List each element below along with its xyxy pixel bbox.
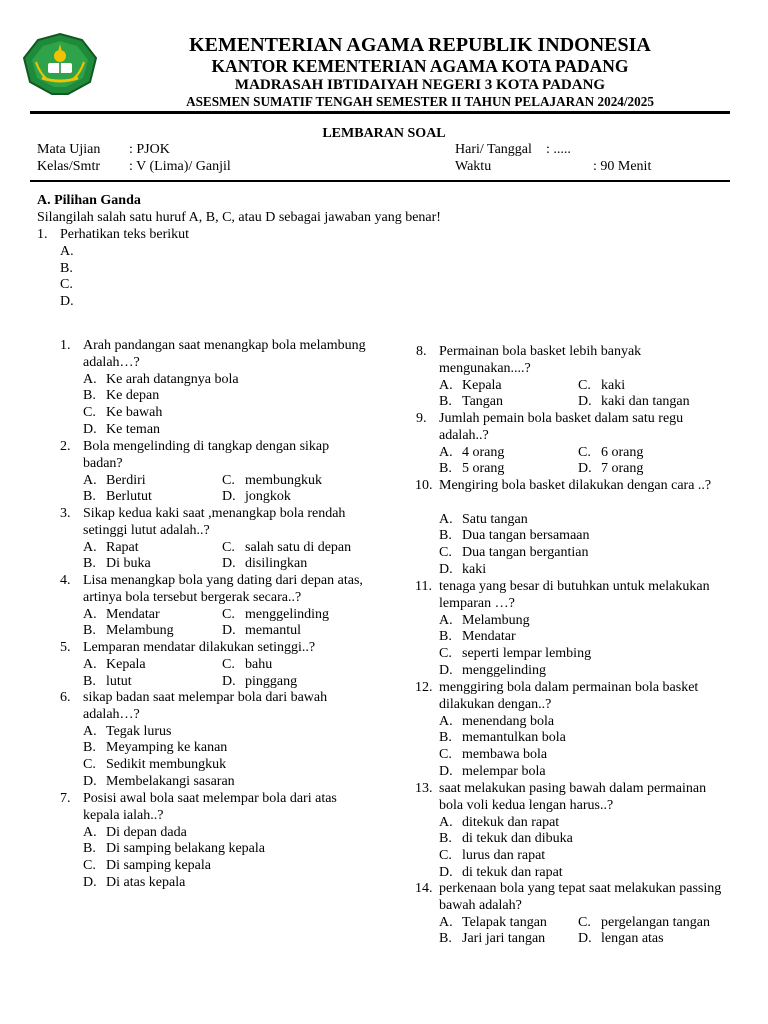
question-number: 4. <box>60 573 71 588</box>
option-letter: C. <box>578 377 591 393</box>
option-letter: C. <box>83 757 96 773</box>
option-text: Membelakangi sasaran <box>106 774 235 789</box>
answer-option[interactable] <box>439 445 504 462</box>
option-text: kaki <box>462 562 487 577</box>
kelas-value: : V (Lima)/ Ganjil <box>129 159 231 174</box>
option-text: membawa bola <box>462 747 548 763</box>
option-letter: D. <box>578 461 592 477</box>
question-text: Lisa menangkap bola yang dating dari depan atas, artinya bola tersebut bergerak secara..? <box>83 573 363 605</box>
option-text: melempar bola <box>462 764 546 779</box>
option-letter: D. <box>83 422 97 437</box>
option-letter: A. <box>439 713 453 729</box>
answer-option[interactable] <box>83 724 172 741</box>
answer-option[interactable] <box>578 461 643 478</box>
question-number: 9. <box>416 411 427 426</box>
answer-option[interactable] <box>439 730 566 747</box>
answer-option[interactable] <box>439 629 516 646</box>
option-text: membungkuk <box>245 472 322 488</box>
question-text: Posisi awal bola saat melempar bola dari atas kepala ialah..? <box>83 791 337 823</box>
header-office: KANTOR KEMENTERIAN AGAMA KOTA PADANG <box>211 56 629 76</box>
option-letter: A. <box>439 511 453 527</box>
answer-option[interactable] <box>439 848 545 865</box>
answer-option[interactable] <box>83 540 139 557</box>
answer-option[interactable] <box>439 831 573 848</box>
option-text: Mendatar <box>106 606 160 622</box>
option-letter: C. <box>83 858 96 874</box>
question-text: Jumlah pemain bola basket dalam satu regu adalah..? <box>439 411 684 443</box>
option-text: lutut <box>106 673 132 689</box>
option-text: Ke depan <box>106 388 160 404</box>
option-letter: C. <box>222 656 235 672</box>
header-school: MADRASAH IBTIDAIYAH NEGERI 3 KOTA PADANG <box>234 77 606 93</box>
option-letter: A. <box>83 656 97 672</box>
answer-option[interactable] <box>439 461 504 478</box>
answer-option[interactable] <box>222 607 329 624</box>
option-letter: C. <box>222 606 235 622</box>
answer-option[interactable] <box>439 815 559 832</box>
answer-option[interactable] <box>439 512 528 529</box>
option-letter: A. <box>439 377 453 393</box>
option-text: lurus dan rapat <box>462 848 546 864</box>
question-number: 13. <box>415 781 433 796</box>
question-text: Lemparan mendatar dilakukan setinggi..? <box>83 640 316 655</box>
option-letter: C. <box>222 472 235 488</box>
option-text: 6 orang <box>601 444 644 460</box>
intro-number: 1. <box>37 227 48 242</box>
hari-tanggal-label: Hari/ Tanggal <box>455 142 532 157</box>
option-letter: B. <box>83 623 96 639</box>
option-letter: D. <box>83 774 97 789</box>
answer-option[interactable] <box>83 674 132 691</box>
question-number: 7. <box>60 791 71 806</box>
option-text: Sedikit membungkuk <box>106 757 227 773</box>
kelas-label: Kelas/Smtr <box>37 159 100 174</box>
option-letter: D. <box>222 489 236 505</box>
option-letter: A. <box>83 824 97 840</box>
mata-ujian-label: Mata Ujian <box>37 142 101 157</box>
answer-option[interactable] <box>439 378 502 395</box>
option-letter: B. <box>439 461 452 477</box>
question-text: perkenaan bola yang tepat saat melakukan passing bawah adalah? <box>439 881 722 913</box>
option-text: Di samping kepala <box>106 858 211 874</box>
answer-option[interactable] <box>83 657 146 674</box>
option-text: Di depan dada <box>106 824 187 840</box>
section-instruction: Silangilah salah satu huruf A, B, C, atau D sebagai jawaban yang benar! <box>37 210 441 225</box>
answer-option[interactable] <box>83 774 235 791</box>
answer-option[interactable] <box>83 858 211 875</box>
option-text: salah satu di depan <box>245 539 352 555</box>
question-text: Mengiring bola basket dilakukan dengan cara ..? <box>439 478 712 493</box>
intro-option: D. <box>60 294 74 309</box>
info-divider <box>30 180 730 182</box>
option-letter: A. <box>439 612 453 628</box>
option-text: Melambung <box>106 623 174 639</box>
option-text: Berlutut <box>106 489 152 505</box>
option-text: bahu <box>245 656 273 672</box>
option-letter: A. <box>439 814 453 830</box>
answer-option[interactable] <box>439 764 546 781</box>
answer-option[interactable] <box>578 445 643 462</box>
answer-option[interactable] <box>83 473 146 490</box>
option-text: Ke arah datangnya bola <box>106 371 239 387</box>
answer-option[interactable] <box>222 556 307 573</box>
answer-option[interactable] <box>222 540 351 557</box>
option-letter: A. <box>83 723 97 739</box>
option-letter: B. <box>439 730 452 746</box>
answer-option[interactable] <box>439 915 547 932</box>
option-letter: C. <box>439 747 452 763</box>
option-text: memantulkan bola <box>462 730 566 746</box>
answer-option[interactable] <box>439 865 563 882</box>
header-exam: ASESMEN SUMATIF TENGAH SEMESTER II TAHUN PELAJARAN 2024/2025 <box>186 94 654 109</box>
answer-option[interactable] <box>439 714 554 731</box>
intro-option: A. <box>60 244 74 259</box>
answer-option[interactable] <box>222 489 291 506</box>
answer-option[interactable] <box>439 394 503 411</box>
question-number: 1. <box>60 338 71 353</box>
answer-option[interactable] <box>439 562 486 579</box>
answer-option[interactable] <box>578 378 625 395</box>
option-text: kaki <box>601 377 626 393</box>
option-text: menendang bola <box>462 713 555 729</box>
option-text: kaki dan tangan <box>601 394 690 410</box>
header-ministry: KEMENTERIAN AGAMA REPUBLIK INDONESIA <box>189 34 651 56</box>
option-letter: C. <box>439 848 452 864</box>
answer-option[interactable] <box>222 473 322 490</box>
intro-option: C. <box>60 277 73 292</box>
answer-option[interactable] <box>83 422 160 439</box>
intro-text: Perhatikan teks berikut <box>60 227 190 242</box>
option-letter: D. <box>439 663 453 678</box>
ministry-logo <box>22 32 98 96</box>
waktu-value: : 90 Menit <box>593 159 652 174</box>
option-text: di tekuk dan rapat <box>462 865 563 880</box>
answer-option[interactable] <box>222 657 272 674</box>
option-text: Di buka <box>106 556 151 572</box>
answer-option[interactable] <box>578 394 690 411</box>
option-letter: D. <box>222 623 236 639</box>
option-letter: D. <box>439 562 453 577</box>
mata-ujian-value: : PJOK <box>129 142 170 157</box>
answer-option[interactable] <box>83 607 160 624</box>
answer-option[interactable] <box>83 825 187 842</box>
question-text: saat melakukan pasing bawah dalam permainan bola voli kedua lengan harus..? <box>439 781 707 813</box>
hari-tanggal-value: : ..... <box>546 142 571 157</box>
answer-option[interactable] <box>83 388 159 405</box>
option-letter: B. <box>439 831 452 847</box>
option-letter: B. <box>83 841 96 857</box>
option-text: Dua tangan bergantian <box>462 545 589 561</box>
waktu-label: Waktu <box>455 159 492 174</box>
option-text: Jari jari tangan <box>462 931 546 947</box>
option-letter: D. <box>222 556 236 572</box>
option-letter: C. <box>578 444 591 460</box>
option-text: Ke teman <box>106 422 161 437</box>
question-text: sikap badan saat melempar bola dari bawah adalah…? <box>83 690 328 722</box>
option-letter: B. <box>439 528 452 544</box>
answer-option[interactable] <box>83 740 227 757</box>
option-letter: A. <box>83 606 97 622</box>
option-letter: C. <box>439 646 452 662</box>
answer-option[interactable] <box>439 646 591 663</box>
option-text: jongkok <box>245 489 291 505</box>
page-title: LEMBARAN SOAL <box>322 126 446 141</box>
option-letter: A. <box>439 444 453 460</box>
option-letter: D. <box>439 764 453 779</box>
option-letter: B. <box>439 629 452 645</box>
option-letter: D. <box>578 394 592 410</box>
option-text: menggelinding <box>462 663 546 678</box>
option-text: pinggang <box>245 673 298 689</box>
answer-option[interactable] <box>83 623 174 640</box>
option-letter: B. <box>83 388 96 404</box>
answer-option[interactable] <box>83 489 152 506</box>
answer-option[interactable] <box>83 405 162 422</box>
option-letter: C. <box>578 914 591 930</box>
option-text: Rapat <box>106 539 139 555</box>
answer-option[interactable] <box>578 915 710 932</box>
option-text: ditekuk dan rapat <box>462 814 560 830</box>
option-text: Kepala <box>462 377 502 393</box>
answer-option[interactable] <box>439 613 530 630</box>
option-letter: C. <box>83 405 96 421</box>
answer-option[interactable] <box>83 757 226 774</box>
option-letter: B. <box>83 673 96 689</box>
option-letter: D. <box>83 875 97 890</box>
option-letter: A. <box>83 371 97 387</box>
option-letter: B. <box>83 740 96 756</box>
option-text: memantul <box>245 623 301 639</box>
question-number: 5. <box>60 640 71 655</box>
option-letter: D. <box>222 673 236 689</box>
option-letter: D. <box>578 931 592 947</box>
option-text: Di atas kepala <box>106 875 186 890</box>
question-number: 2. <box>60 439 71 454</box>
option-text: Meyamping ke kanan <box>106 740 228 756</box>
answer-option[interactable] <box>578 931 664 948</box>
option-letter: B. <box>439 931 452 947</box>
option-letter: A. <box>83 539 97 555</box>
answer-option[interactable] <box>439 545 588 562</box>
question-text: Permainan bola basket lebih banyak mengunakan....? <box>439 344 642 376</box>
option-text: Dua tangan bersamaan <box>462 528 590 544</box>
option-text: Tegak lurus <box>106 723 172 739</box>
option-letter: D. <box>439 865 453 880</box>
question-text: menggiring bola dalam permainan bola basket dilakukan dengan..? <box>439 680 699 712</box>
option-letter: B. <box>83 556 96 572</box>
option-text: Satu tangan <box>462 511 528 527</box>
answer-option[interactable] <box>222 623 301 640</box>
question-number: 12. <box>415 680 433 695</box>
option-text: 5 orang <box>462 461 505 477</box>
question-text: Bola mengelinding di tangkap dengan sikap badan? <box>83 439 330 471</box>
header-divider-thick <box>30 111 730 114</box>
answer-option[interactable] <box>439 747 547 764</box>
option-text: Berdiri <box>106 472 146 488</box>
question-number: 14. <box>415 881 433 896</box>
section-heading: A. Pilihan Ganda <box>37 193 141 208</box>
answer-option[interactable] <box>83 372 239 389</box>
question-number: 11. <box>415 579 432 594</box>
option-text: Tangan <box>462 394 504 410</box>
option-text: disilingkan <box>245 556 308 572</box>
answer-option[interactable] <box>439 528 590 545</box>
option-text: di tekuk dan dibuka <box>462 831 573 847</box>
option-letter: C. <box>222 539 235 555</box>
option-text: Melambung <box>462 612 530 628</box>
question-text: tenaga yang besar di butuhkan untuk melakukan lemparan …? <box>439 579 710 611</box>
option-text: seperti lempar lembing <box>462 646 592 662</box>
option-text: 4 orang <box>462 444 505 460</box>
option-letter: A. <box>439 914 453 930</box>
answer-option[interactable] <box>83 556 151 573</box>
answer-option[interactable] <box>83 875 185 892</box>
option-text: pergelangan tangan <box>601 914 710 930</box>
question-text: Sikap kedua kaki saat ,menangkap bola rendah setinggi lutut adalah..? <box>83 506 346 538</box>
answer-option[interactable] <box>439 931 545 948</box>
option-text: Ke bawah <box>106 405 163 421</box>
answer-option[interactable] <box>439 663 546 680</box>
option-text: lengan atas <box>601 931 664 947</box>
intro-option: B. <box>60 261 73 276</box>
option-letter: B. <box>439 394 452 410</box>
option-text: Di samping belakang kepala <box>106 841 266 857</box>
option-letter: B. <box>83 489 96 505</box>
option-text: Telapak tangan <box>462 914 547 930</box>
option-text: Mendatar <box>462 629 516 645</box>
option-text: Kepala <box>106 656 146 672</box>
question-number: 6. <box>60 690 71 705</box>
answer-option[interactable] <box>222 674 297 691</box>
question-number: 3. <box>60 506 71 521</box>
option-letter: A. <box>83 472 97 488</box>
question-text: Arah pandangan saat menangkap bola melambung adalah…? <box>83 338 366 370</box>
option-letter: C. <box>439 545 452 561</box>
option-text: 7 orang <box>601 461 644 477</box>
option-text: menggelinding <box>245 606 329 622</box>
answer-option[interactable] <box>83 841 265 858</box>
question-number: 8. <box>416 344 427 359</box>
question-number: 10. <box>415 478 433 493</box>
